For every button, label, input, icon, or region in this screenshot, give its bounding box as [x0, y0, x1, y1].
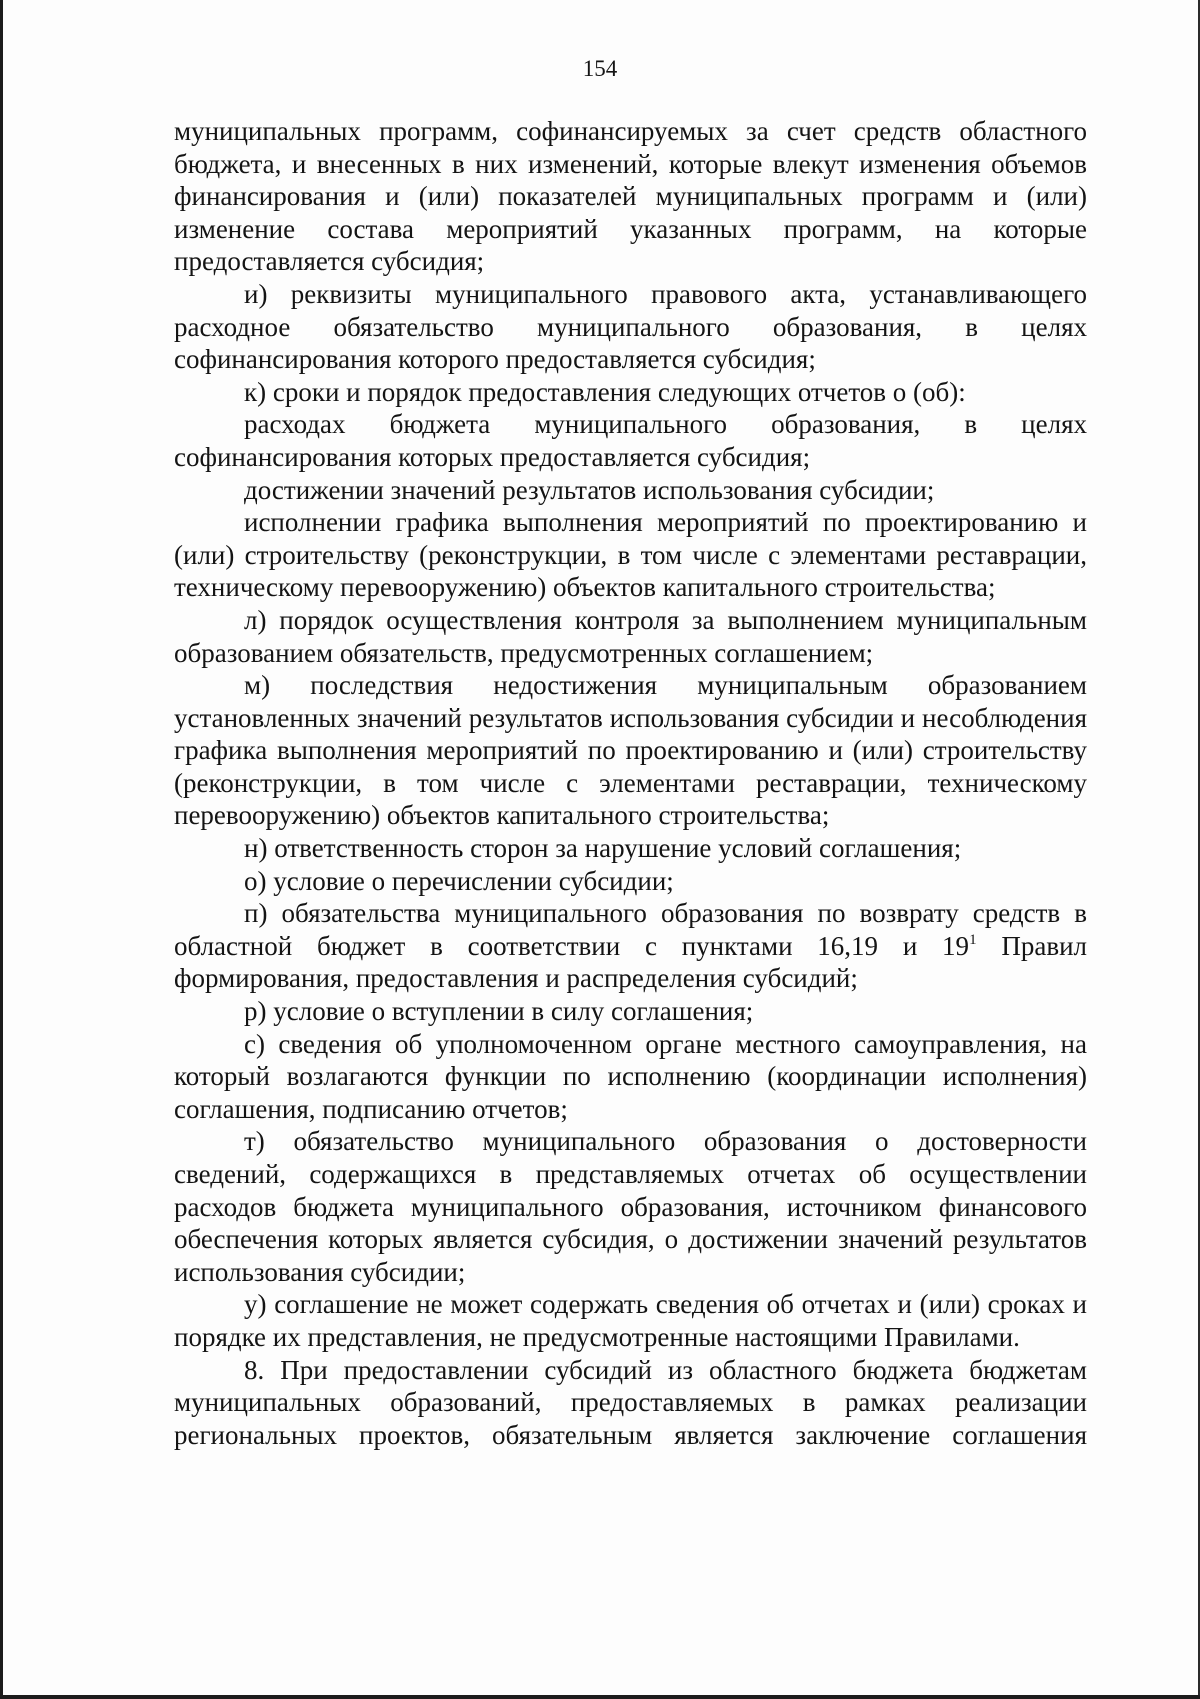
- paragraph-item-i: и) реквизиты муниципального правового акта, устанавливающего расходное обязательство муниципального образования, в целях софинансирования которого предоставляется субсидия;: [174, 278, 1087, 375]
- document-body: [174, 115, 1087, 1451]
- paragraph-item-u: у) соглашение не может содержать сведения об отчетах и (или) сроках и порядке их представления, не предусмотренные настоящими Правилами.: [174, 1289, 1087, 1352]
- page-number: 154: [582, 56, 618, 81]
- paragraph-continuation: муниципальных программ, софинансируемых за счет средств областного бюджета, и внесенных в них изменений, которые влекут изменения объемов финансирования и (или) показателей муниципальных программ и (или) изменение состава мероприятий указанных программ, на которые предоставляется субсидия;: [174, 116, 1087, 277]
- paragraph-item-t: т) обязательство муниципального образования о достоверности сведений, содержащихся в представляемых отчетах об осуществлении расходов бюджета муниципального образования, источником финансового обеспечения которых является субсидия, о достижении значений результатов использования субсидии;: [174, 1126, 1087, 1287]
- superscript-marker: 1: [969, 931, 977, 948]
- paragraph-item-o: о) условие о перечислении субсидии;: [244, 865, 674, 896]
- scan-edge-bottom: [0, 1695, 1200, 1699]
- paragraph-section-8: 8. При предоставлении субсидий из областного бюджета бюджетам муниципальных образований, предоставляемых в рамках реализации региональных проектов, обязательным является заключение соглашения: [174, 1354, 1087, 1450]
- paragraph-item-s: с) сведения об уполномоченном органе местного самоуправления, на который возлагаются функции по исполнению (координации исполнения) соглашения, подписанию отчетов;: [174, 1028, 1087, 1124]
- scan-edge-left: [0, 0, 3, 1699]
- paragraph-item-p: [174, 897, 1087, 995]
- paragraph-item-l: л) порядок осуществления контроля за выполнением муниципальным образованием обязательств, предусмотренных соглашением;: [174, 604, 1087, 668]
- paragraph-item-m: м) последствия недостижения муниципальным образованием установленных значений результатов использования субсидии и несоблюдения графика выполнения мероприятий по проектированию и (или) строительству (реконструкции, в том числе с элементами реставрации, техническому перевооружению) объектов капитального строительства;: [174, 670, 1087, 831]
- paragraph-item-r: р) условие о вступлении в силу соглашения;: [244, 996, 754, 1027]
- paragraph-item-k: к) сроки и порядок предоставления следующих отчетов о (об):: [244, 376, 966, 407]
- paragraph-report-expenses: расходах бюджета муниципального образования, в целях софинансирования которых предоставляется субсидия;: [174, 409, 1087, 472]
- paragraph-item-n: н) ответственность сторон за нарушение условий соглашения;: [244, 833, 962, 864]
- paragraph-item-p-text-before: п) обязательства муниципального образования по возврату средств в областной бюджет в соответствии с пунктами 16,19 и 19: [174, 898, 1087, 961]
- paragraph-report-results: достижении значений результатов использования субсидии;: [244, 474, 935, 505]
- paragraph-item-p-text-after: Правил формирования, предоставления и распределения субсидий;: [174, 930, 1087, 994]
- paragraph-report-schedule: исполнении графика выполнения мероприятий по проектированию и (или) строительству (реконструкции, в том числе с элементами реставрации, техническому перевооружению) объектов капитального строительства;: [174, 507, 1087, 603]
